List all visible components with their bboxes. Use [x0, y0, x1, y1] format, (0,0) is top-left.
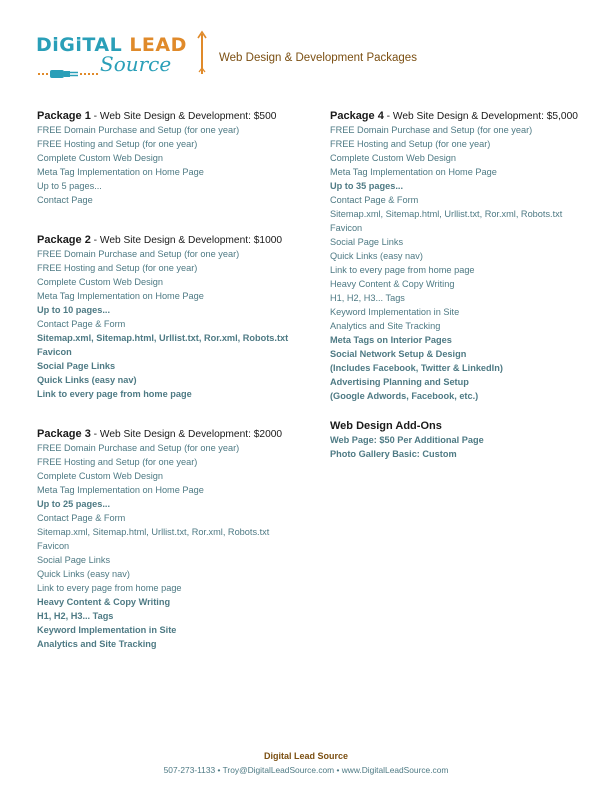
package-title — [37, 109, 307, 123]
package-feature-item: Keyword Implementation in Site — [37, 625, 177, 635]
package-feature-item: FREE Domain Purchase and Setup (for one year) — [37, 125, 240, 135]
package-feature-item: FREE Domain Purchase and Setup (for one year) — [37, 249, 240, 259]
package-feature-item: Meta Tag Implementation on Home Page — [37, 167, 204, 177]
package-feature-item: Up to 5 pages... — [37, 181, 102, 191]
package-3 — [37, 427, 307, 651]
addons-title: Web Design Add-Ons — [330, 420, 442, 432]
package-feature-item: Sitemap.xml, Sitemap.html, Urllist.txt, Ror.xml, Robots.txt — [330, 209, 563, 219]
page-footer — [0, 750, 612, 777]
package-feature-item: Meta Tag Implementation on Home Page — [330, 167, 497, 177]
package-feature-item: FREE Domain Purchase and Setup (for one year) — [330, 125, 533, 135]
package-feature-item: H1, H2, H3... Tags — [330, 293, 405, 303]
package-feature-item: Favicon — [37, 541, 70, 551]
footer-website[interactable]: www.DigitalLeadSource.com — [341, 765, 449, 775]
package-title — [37, 427, 307, 441]
package-feature-item: Link to every page from home page — [37, 583, 182, 593]
package-price: $500 — [253, 111, 277, 122]
package-feature-item: Complete Custom Web Design — [37, 471, 163, 481]
package-feature-item: Up to 25 pages... — [37, 499, 111, 509]
package-feature-item: Quick Links (easy nav) — [330, 251, 423, 261]
package-feature-item: Sitemap.xml, Sitemap.html, Urllist.txt, Ror.xml, Robots.txt — [37, 527, 270, 537]
package-feature-item: Advertising Planning and Setup — [330, 377, 469, 387]
package-feature-item: Up to 10 pages... — [37, 305, 111, 315]
package-price: $2000 — [253, 429, 283, 440]
package-feature-item: Meta Tag Implementation on Home Page — [37, 291, 204, 301]
package-name: Package 4 — [330, 110, 384, 122]
package-price: $5,000 — [546, 111, 578, 122]
package-description: - Web Site Design & Development: — [93, 235, 251, 246]
package-price: $1000 — [253, 235, 283, 246]
package-feature-item: (Includes Facebook, Twitter & LinkedIn) — [330, 363, 503, 373]
package-feature-item: Contact Page & Form — [37, 319, 126, 329]
package-feature-item: Contact Page & Form — [330, 195, 419, 205]
package-feature-item: Social Network Setup & Design — [330, 349, 467, 359]
package-feature-item: Social Page Links — [330, 237, 404, 247]
package-description: - Web Site Design & Development: — [93, 111, 251, 122]
page-title: Web Design & Development Packages — [219, 52, 417, 64]
package-feature-item: Favicon — [37, 347, 72, 357]
footer-company-name: Digital Lead Source — [263, 751, 349, 761]
package-feature-item: Favicon — [330, 223, 363, 233]
package-feature-item: Social Page Links — [37, 361, 116, 371]
package-feature-item: Link to every page from home page — [37, 389, 192, 399]
package-feature-item: Link to every page from home page — [330, 265, 475, 275]
page-header — [36, 30, 576, 80]
package-feature-item: FREE Hosting and Setup (for one year) — [37, 263, 198, 273]
package-2 — [37, 233, 307, 401]
package-name: Package 1 — [37, 110, 91, 122]
package-feature-item: Heavy Content & Copy Writing — [330, 279, 455, 289]
right-column — [330, 109, 600, 487]
package-feature-item: Meta Tag Implementation on Home Page — [37, 485, 204, 495]
package-feature-item: FREE Hosting and Setup (for one year) — [330, 139, 491, 149]
package-title — [330, 109, 600, 123]
package-feature-item: Contact Page — [37, 195, 93, 205]
logo-word-lead: LEAD — [129, 34, 187, 56]
package-feature-item: Analytics and Site Tracking — [330, 321, 441, 331]
package-feature-item: (Google Adwords, Facebook, etc.) — [330, 391, 479, 401]
package-description: - Web Site Design & Development: — [93, 429, 251, 440]
package-feature-item: FREE Hosting and Setup (for one year) — [37, 139, 198, 149]
package-feature-item: FREE Hosting and Setup (for one year) — [37, 457, 198, 467]
arrow-divider-icon — [196, 30, 208, 76]
package-name: Package 2 — [37, 234, 91, 246]
logo-word-digital: DiGiTAL — [36, 34, 123, 56]
package-feature-item: H1, H2, H3... Tags — [37, 611, 114, 621]
package-feature-item: Contact Page & Form — [37, 513, 126, 523]
package-description: - Web Site Design & Development: — [386, 111, 544, 122]
package-feature-item: Heavy Content & Copy Writing — [37, 597, 171, 607]
company-logo — [36, 34, 196, 78]
footer-phone: 507-273-1133 — [163, 765, 216, 775]
package-4 — [330, 109, 600, 403]
package-feature-item: Social Page Links — [37, 555, 111, 565]
footer-separator: • — [217, 765, 221, 775]
package-name: Package 3 — [37, 428, 91, 440]
footer-contact-line — [0, 764, 612, 777]
package-feature-item: Analytics and Site Tracking — [37, 639, 157, 649]
package-feature-item: Sitemap.xml, Sitemap.html, Urllist.txt, Ror.xml, Robots.txt — [37, 333, 289, 343]
addon-item: Web Page: $50 Per Additional Page — [330, 435, 484, 445]
package-feature-item: FREE Domain Purchase and Setup (for one year) — [37, 443, 240, 453]
package-feature-item: Keyword Implementation in Site — [330, 307, 460, 317]
package-feature-item: Complete Custom Web Design — [330, 153, 456, 163]
package-feature-item: Complete Custom Web Design — [37, 277, 163, 287]
logo-word-source: Source — [100, 52, 172, 76]
addon-item: Photo Gallery Basic: Custom — [330, 449, 457, 459]
package-feature-item: Complete Custom Web Design — [37, 153, 163, 163]
package-title — [37, 233, 307, 247]
footer-separator: • — [336, 765, 340, 775]
package-feature-item: Quick Links (easy nav) — [37, 569, 130, 579]
footer-email[interactable]: Troy@DigitalLeadSource.com — [222, 765, 335, 775]
addons-section — [330, 419, 600, 461]
plug-icon — [38, 68, 100, 80]
package-feature-item: Meta Tags on Interior Pages — [330, 335, 452, 345]
package-feature-item: Up to 35 pages... — [330, 181, 404, 191]
package-feature-item: Quick Links (easy nav) — [37, 375, 137, 385]
package-1 — [37, 109, 307, 207]
left-column — [37, 109, 307, 677]
